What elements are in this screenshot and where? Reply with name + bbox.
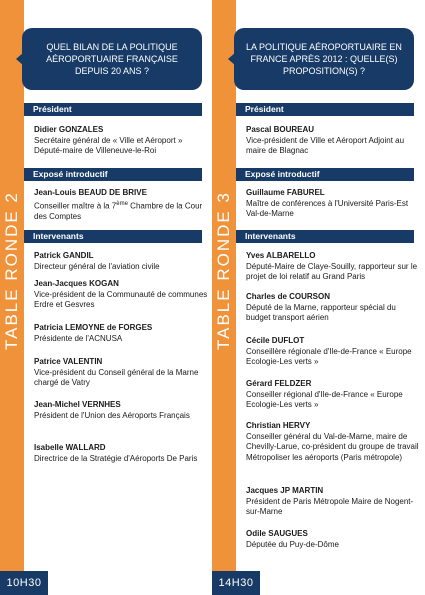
list-item: Isabelle WALLARD Directrice de la Stratégie d'Aéroports De Paris [34,443,198,463]
left-expose-heading: Exposé introductif [24,168,202,181]
right-expose [246,188,420,220]
person-role: Vice-président de Ville et Aéroport Adjoint au maire de Blagnac [246,135,405,155]
right-strip-label [214,330,234,350]
right-time-badge: 14H30 [212,571,260,595]
list-item: Patricia LEMOYNE de FORGES Présidente de l'ACNUSA [34,323,153,343]
left-intervenants-heading: Intervenants [24,230,202,243]
person-name: Jean-Louis BEAUD DE BRIVE [34,188,147,197]
right-president-heading: Président [236,103,414,116]
list-item: Christian HERVY Conseiller général du Val-de-Marne, maire de Chevilly-Larue, co-président du groupe de travail Métropoliser les aéroports (Paris métropole) [246,421,419,462]
list-item: Gérard FELDZER Conseiller régional d'Ile-de-France « Europe Ecologie-Les verts » [246,379,403,409]
person-role: Maître de conférences à l'Université Paris-Est Val-de-Marne [246,198,409,218]
list-item: Patrick GANDIL Directeur général de l'aviation civile [34,251,160,271]
right-president [246,125,420,157]
person-name: Guillaume FABUREL [246,188,325,197]
left-president-heading: Président [24,103,202,116]
person-role: Conseiller maître à la 7ème Chambre de la Cour des Comptes [34,200,203,221]
left-expose [34,188,208,222]
table-ronde-2-column [0,0,208,595]
person-name: Didier GONZALES [34,125,104,134]
list-item: Cécile DUFLOT Conseillère régionale d'Ile-de-France « Europe Ecologie-Les verts » [246,336,412,366]
left-title: QUEL BILAN DE LA POLITIQUE AÉROPORTUAIRE FRANÇAISE DEPUIS 20 ANS ? [22,28,202,90]
left-strip-label [2,330,22,350]
table-ronde-3-column [212,0,420,595]
list-item: Jean-Michel VERNHES Président de l'Union des Aéroports Français [34,400,190,420]
right-intervenants-heading: Intervenants [236,230,414,243]
list-item: Patrice VALENTIN Vice-président du Conseil général de la Marne chargé de Vatry [34,357,199,387]
list-item: Jean-Jacques KOGAN Vice-président de la Communauté de communes Erdre et Gesvres [34,279,208,309]
person-role: Secrétaire général de « Ville et Aéroport » Député-maire de Villeneuve-le-Roi [34,135,183,155]
person-name: Pascal BOUREAU [246,125,315,134]
list-item: Odile SAUGUES Députée du Puy-de-Dôme [246,529,339,549]
list-item: Jacques JP MARTIN Président de Paris Métropole Maire de Nogent-sur-Marne [246,486,414,516]
list-item: Yves ALBARELLO Député-Maire de Claye-Souilly, rapporteur sur le projet de loi relatif au Grand Paris [246,251,418,281]
list-item: Charles de COURSON Député de la Marne, rapporteur spécial du budget transport aérien [246,292,396,322]
right-expose-heading: Exposé introductif [236,168,414,181]
left-time-badge: 10H30 [0,571,48,595]
right-title: LA POLITIQUE AÉROPORTUAIRE EN FRANCE APRÈS 2012 : QUELLE(S) PROPOSITION(S) ? [234,28,414,90]
left-president [34,125,208,157]
